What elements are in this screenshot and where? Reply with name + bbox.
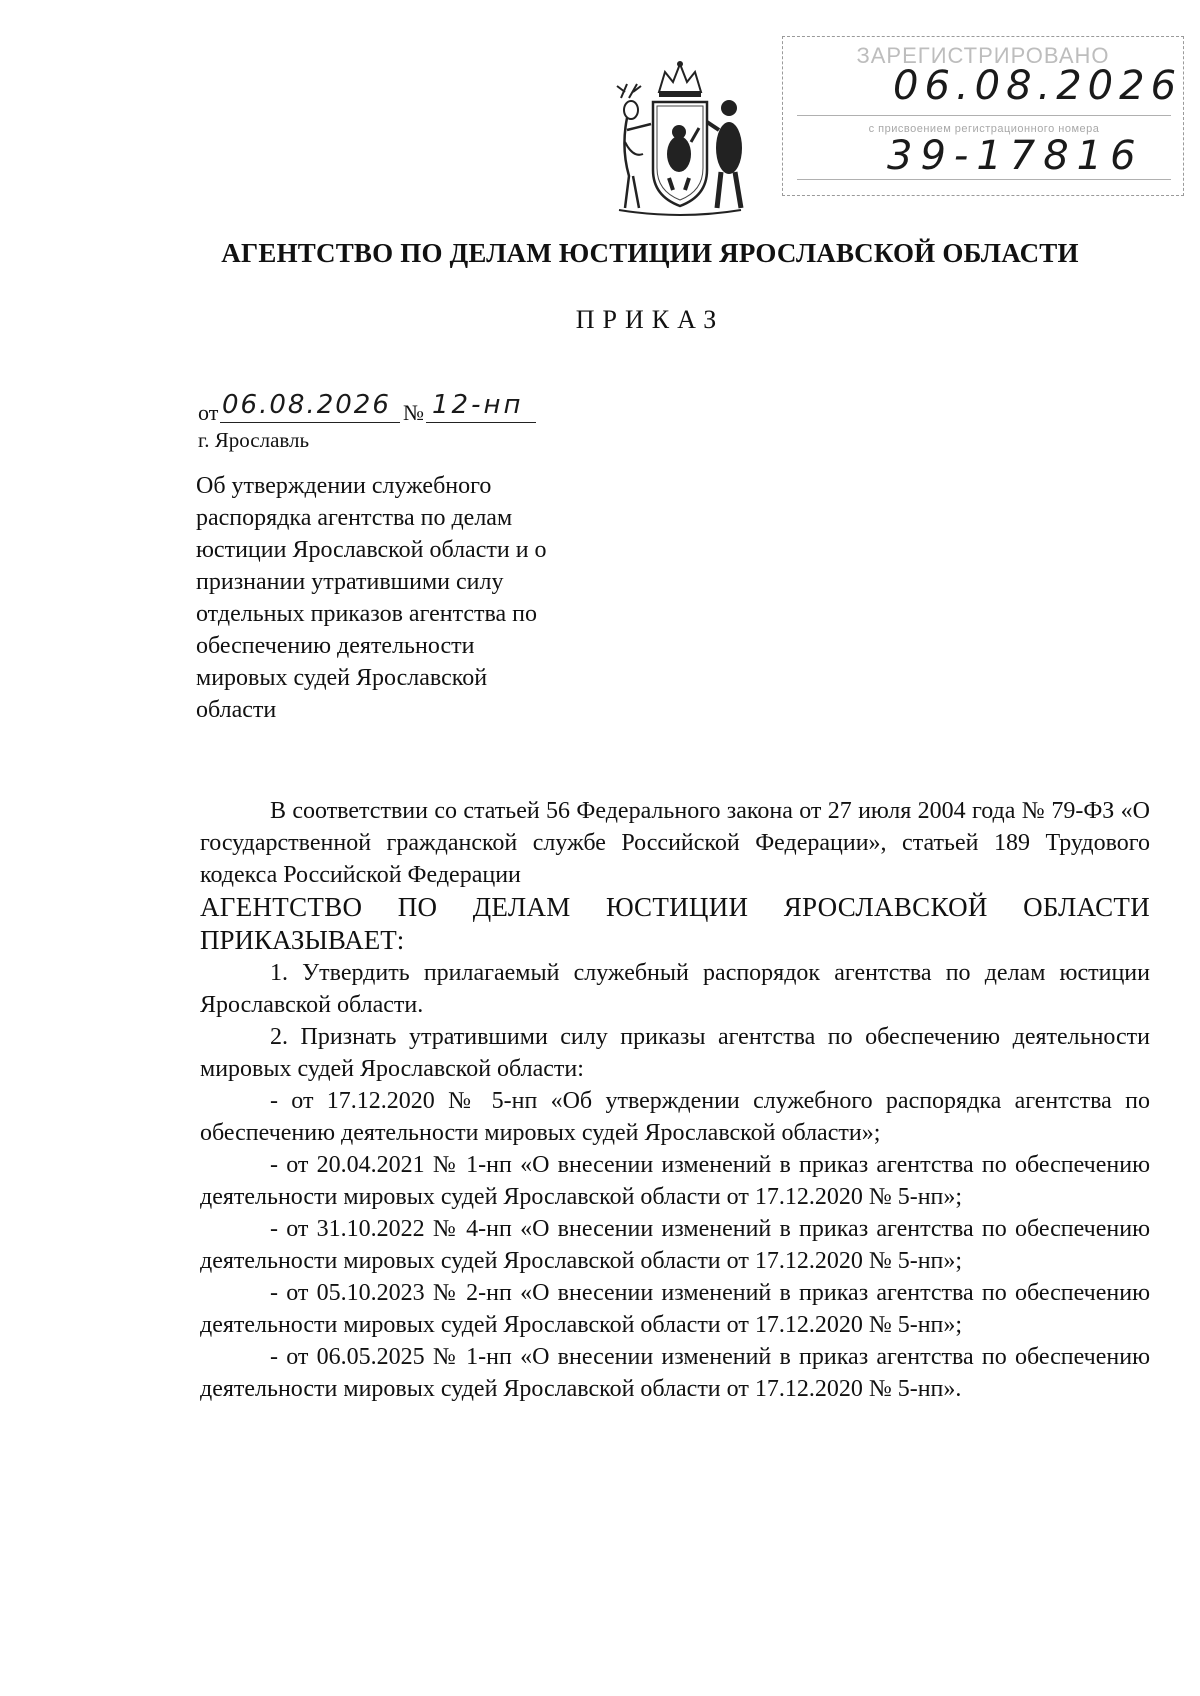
revoked-order: - от 17.12.2020 № 5-нп «Об утверждении служебного распорядка агентства по обеспечению деятельности мировых судей Ярославской области»; <box>200 1088 1150 1146</box>
subject-line: области <box>196 697 277 723</box>
subject-line: обеспечению деятельности <box>196 633 475 659</box>
order-number-label: № <box>403 400 424 425</box>
subject-line: Об утверждении служебного <box>196 473 492 499</box>
document-type: ПРИКАЗ <box>575 305 725 334</box>
stamp-caption: с присвоением регистрационного номера <box>868 123 1100 135</box>
orders-verb: ПРИКАЗЫВАЕТ: <box>200 925 405 955</box>
item-1: 1. Утвердить прилагаемый служебный распорядок агентства по делам юстиции Ярославской области. <box>200 960 1150 1018</box>
stamp-divider <box>797 179 1171 180</box>
order-subject <box>196 470 626 726</box>
revoked-order: - от 06.05.2025 № 1-нп «О внесении изменений в приказ агентства по обеспечению деятельности мировых судей Ярославской области от 17.12.2020 № 5-нп». <box>200 1344 1150 1402</box>
coat-of-arms-icon <box>607 58 753 218</box>
stamp-divider <box>797 115 1171 116</box>
order-date-number <box>198 390 558 430</box>
stamp-header: ЗАРЕГИСТРИРОВАНО <box>856 43 1110 68</box>
subject-line: юстиции Ярославской области и о <box>196 537 547 563</box>
intro-paragraph: В соответствии со статьей 56 Федерального закона от 27 июля 2004 года № 79-ФЗ «О государственной гражданской службе Российской Федерации», статьей 189 Трудового кодекса Российской Федерации <box>200 798 1150 888</box>
orders-heading: АГЕНТСТВО ПО ДЕЛАМ ЮСТИЦИИ ЯРОСЛАВСКОЙ ОБЛАСТИ <box>200 892 1150 922</box>
revoked-order: - от 05.10.2023 № 2-нп «О внесении изменений в приказ агентства по обеспечению деятельности мировых судей Ярославской области от 17.12.2020 № 5-нп»; <box>200 1280 1150 1338</box>
subject-line: мировых судей Ярославской <box>196 665 488 691</box>
item-2: 2. Признать утратившими силу приказы агентства по обеспечению деятельности мировых судей Ярославской области: <box>200 1024 1150 1082</box>
revoked-order: - от 31.10.2022 № 4-нп «О внесении изменений в приказ агентства по обеспечению деятельности мировых судей Ярославской области от 17.12.2020 № 5-нп»; <box>200 1216 1150 1274</box>
order-number-underline <box>426 422 536 423</box>
agency-title: АГЕНТСТВО ПО ДЕЛАМ ЮСТИЦИИ ЯРОСЛАВСКОЙ ОБЛАСТИ <box>221 238 1079 268</box>
revoked-order: - от 20.04.2021 № 1-нп «О внесении изменений в приказ агентства по обеспечению деятельности мировых судей Ярославской области от 17.12.2020 № 5-нп»; <box>200 1152 1150 1210</box>
order-city: г. Ярославль <box>198 428 310 452</box>
order-number: 12-нп <box>432 390 524 420</box>
order-date-underline <box>220 422 400 423</box>
subject-line: распорядка агентства по делам <box>196 505 513 531</box>
order-body <box>200 795 1150 1405</box>
subject-line: отдельных приказов агентства по <box>196 601 538 627</box>
order-from-label: от <box>198 400 219 425</box>
stamp-registration-date: 06.08.2026 <box>893 63 1183 109</box>
order-date: 06.08.2026 <box>222 390 391 420</box>
subject-line: признании утратившими силу <box>196 569 504 595</box>
registration-stamp <box>782 36 1184 196</box>
stamp-registration-number: 39-17816 <box>887 133 1144 179</box>
